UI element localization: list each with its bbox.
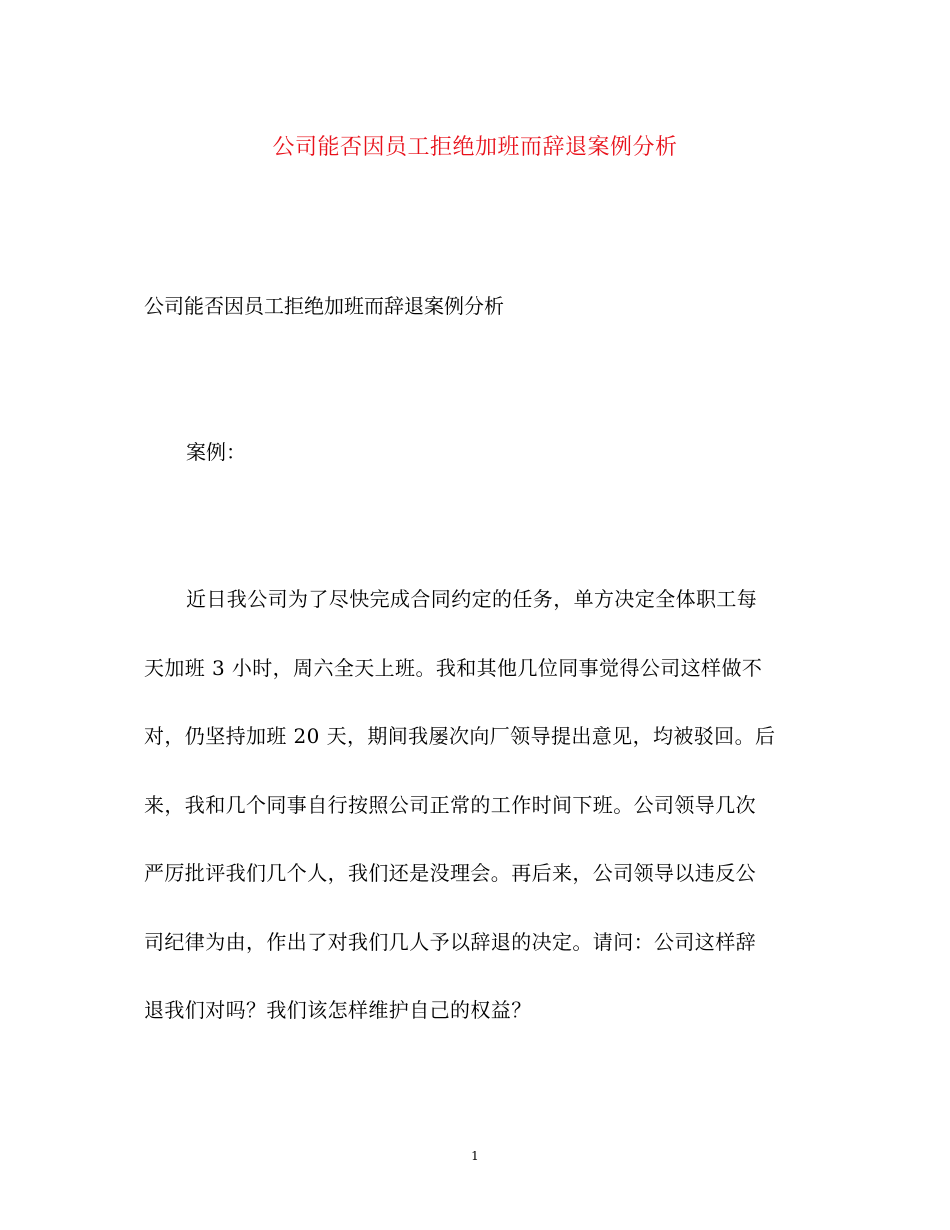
body-line: 来，我和几个同事自行按照公司正常的工作时间下班。公司领导几次 xyxy=(144,792,756,817)
body-line: 司纪律为由，作出了对我们几人予以辞退的决定。请问：公司这样辞 xyxy=(144,929,756,954)
page-number: 1 xyxy=(471,1149,479,1163)
body-line: 退我们对吗？我们该怎样维护自己的权益？ xyxy=(144,998,532,1022)
body-line: 严厉批评我们几个人，我们还是没理会。再后来，公司领导以违反公 xyxy=(144,861,756,885)
document-title: 公司能否因员工拒绝加班而辞退案例分析 xyxy=(272,135,678,160)
body-line: 对，仍坚持加班 20 天，期间我屡次向厂领导提出意见，均被驳回。后 xyxy=(144,724,776,748)
case-label: 案例： xyxy=(186,440,246,464)
body-line: 天加班 3 小时，周六全天上班。我和其他几位同事觉得公司这样做不 xyxy=(144,655,763,680)
body-line: 近日我公司为了尽快完成合同约定的任务，单方决定全体职工每 xyxy=(186,587,758,611)
document-subtitle: 公司能否因员工拒绝加班而辞退案例分析 xyxy=(144,294,504,318)
case-body xyxy=(144,579,814,1059)
